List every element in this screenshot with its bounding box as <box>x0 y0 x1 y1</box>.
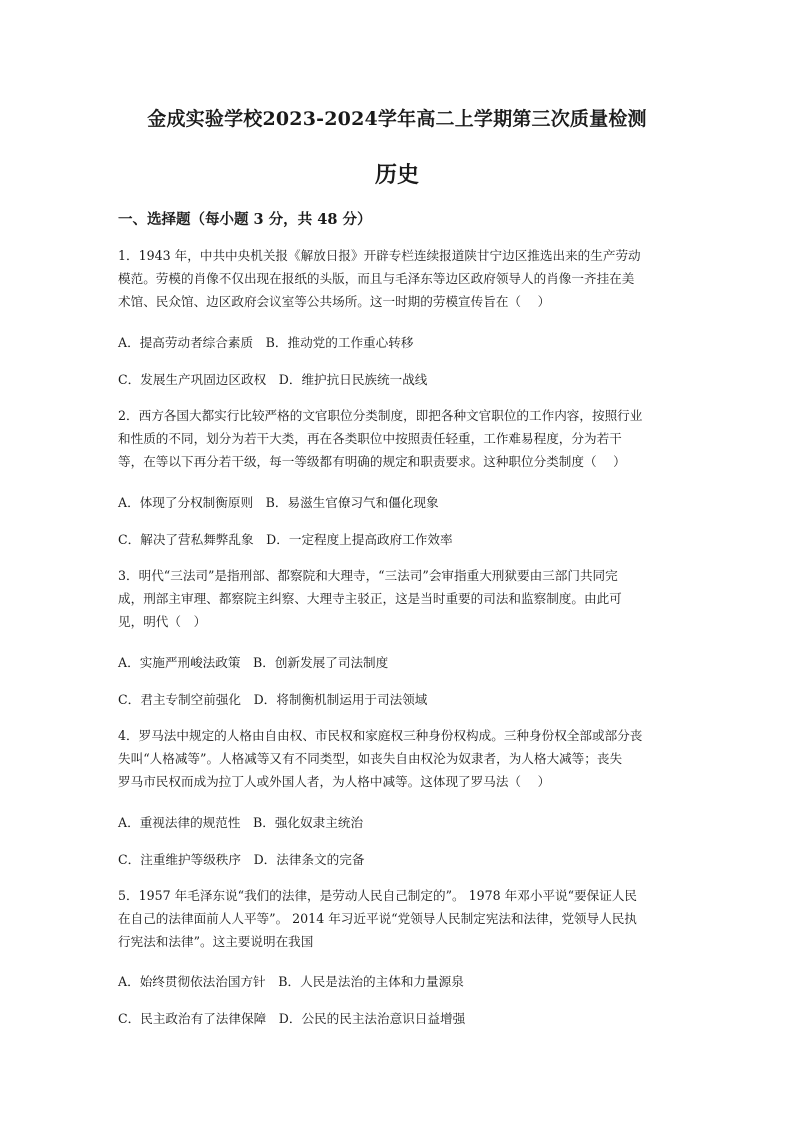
question-4-line-3: 罗马市民权而成为拉丁人或外国人者，为人格中减等。这体现了罗马法（ ） <box>118 774 551 789</box>
exam-title: 金成实验学校2023-2024学年高二上学期第三次质量检测 <box>147 108 647 130</box>
question-2-line-3: 等，在等以下再分若干级，每一等级都有明确的规定和职责要求。这种职位分类制度（ ） <box>118 454 626 469</box>
question-2-options-cd: C．解决了营私舞弊乱象 D．一定程度上提高政府工作效率 <box>118 532 453 547</box>
question-2-line-1: 2．西方各国大都实行比较严格的文官职位分类制度，即把各种文官职位的工作内容，按照行业 <box>118 408 643 423</box>
question-4-options-cd: C．注重维护等级秩序 D．法律条文的完备 <box>118 852 365 867</box>
question-2-line-2: 和性质的不同，划分为若干大类，再在各类职位中按照责任轻重，工作难易程度，分为若干 <box>118 431 622 446</box>
section-heading: 一、选择题（每小题 3 分，共 48 分） <box>118 211 372 228</box>
question-3 <box>118 564 678 633</box>
question-3-options-cd: C．君主专制空前强化 D．将制衡机制运用于司法领域 <box>118 692 428 707</box>
question-4-options-ab: A．重视法律的规范性 B．强化奴隶主统治 <box>118 815 364 830</box>
question-3-options-ab: A．实施严刑峻法政策 B．创新发展了司法制度 <box>118 655 389 670</box>
question-1-line-2: 模范。劳模的肖像不仅出现在报纸的头版，而且与毛泽东等边区政府领导人的肖像一齐挂在美 <box>118 271 635 286</box>
question-5-line-3: 行宪法和法律”。这主要说明在我国 <box>118 934 314 949</box>
question-5-line-1: 5．1957 年毛泽东说“我们的法律，是劳动人民自己制定的”。 1978 年邓小平说“要保证人民 <box>118 888 638 903</box>
question-2 <box>118 404 678 473</box>
question-1-line-1: 1．1943 年，中共中央机关报《解放日报》开辟专栏连续报道陕甘宁边区推选出来的生产劳动 <box>118 248 641 263</box>
subject-title: 历史 <box>374 162 419 188</box>
question-1-options-ab: A．提高劳动者综合素质 B．推动党的工作重心转移 <box>118 335 414 350</box>
question-4-line-1: 4．罗马法中规定的人格由自由权、市民权和家庭权三种身份权构成。三种身份权全部或部分丧 <box>118 728 643 743</box>
question-3-line-2: 成，刑部主审理、都察院主纠察、大理寺主驳正，这是当时重要的司法和监察制度。由此可 <box>118 591 622 606</box>
question-5 <box>118 884 678 953</box>
question-5-options-ab: A．始终贯彻依法治国方针 B．人民是法治的主体和力量源泉 <box>118 974 464 989</box>
question-1 <box>118 244 678 313</box>
question-1-options-cd: C．发展生产巩固边区政权 D．维护抗日民族统一战线 <box>118 372 428 387</box>
question-3-line-3: 见，明代（ ） <box>118 614 207 629</box>
question-5-options-cd: C．民主政治有了法律保障 D．公民的民主法治意识日益增强 <box>118 1011 466 1026</box>
question-5-line-2: 在自己的法律面前人人平等”。 2014 年习近平说“党领导人民制定宪法和法律，党领导人民执 <box>118 911 637 926</box>
question-2-options-ab: A．体现了分权制衡原则 B．易滋生官僚习气和僵化现象 <box>118 495 439 510</box>
question-1-line-3: 术馆、民众馆、边区政府会议室等公共场所。这一时期的劳模宣传旨在（ ） <box>118 294 551 309</box>
question-4-line-2: 失叫“人格减等”。人格减等又有不同类型，如丧失自由权沦为奴隶者，为人格大减等；丧失 <box>118 751 623 766</box>
question-3-line-1: 3．明代“三法司”是指刑部、都察院和大理寺，“三法司”会审指重大刑狱要由三部门共同完 <box>118 568 618 583</box>
question-4 <box>118 724 678 793</box>
